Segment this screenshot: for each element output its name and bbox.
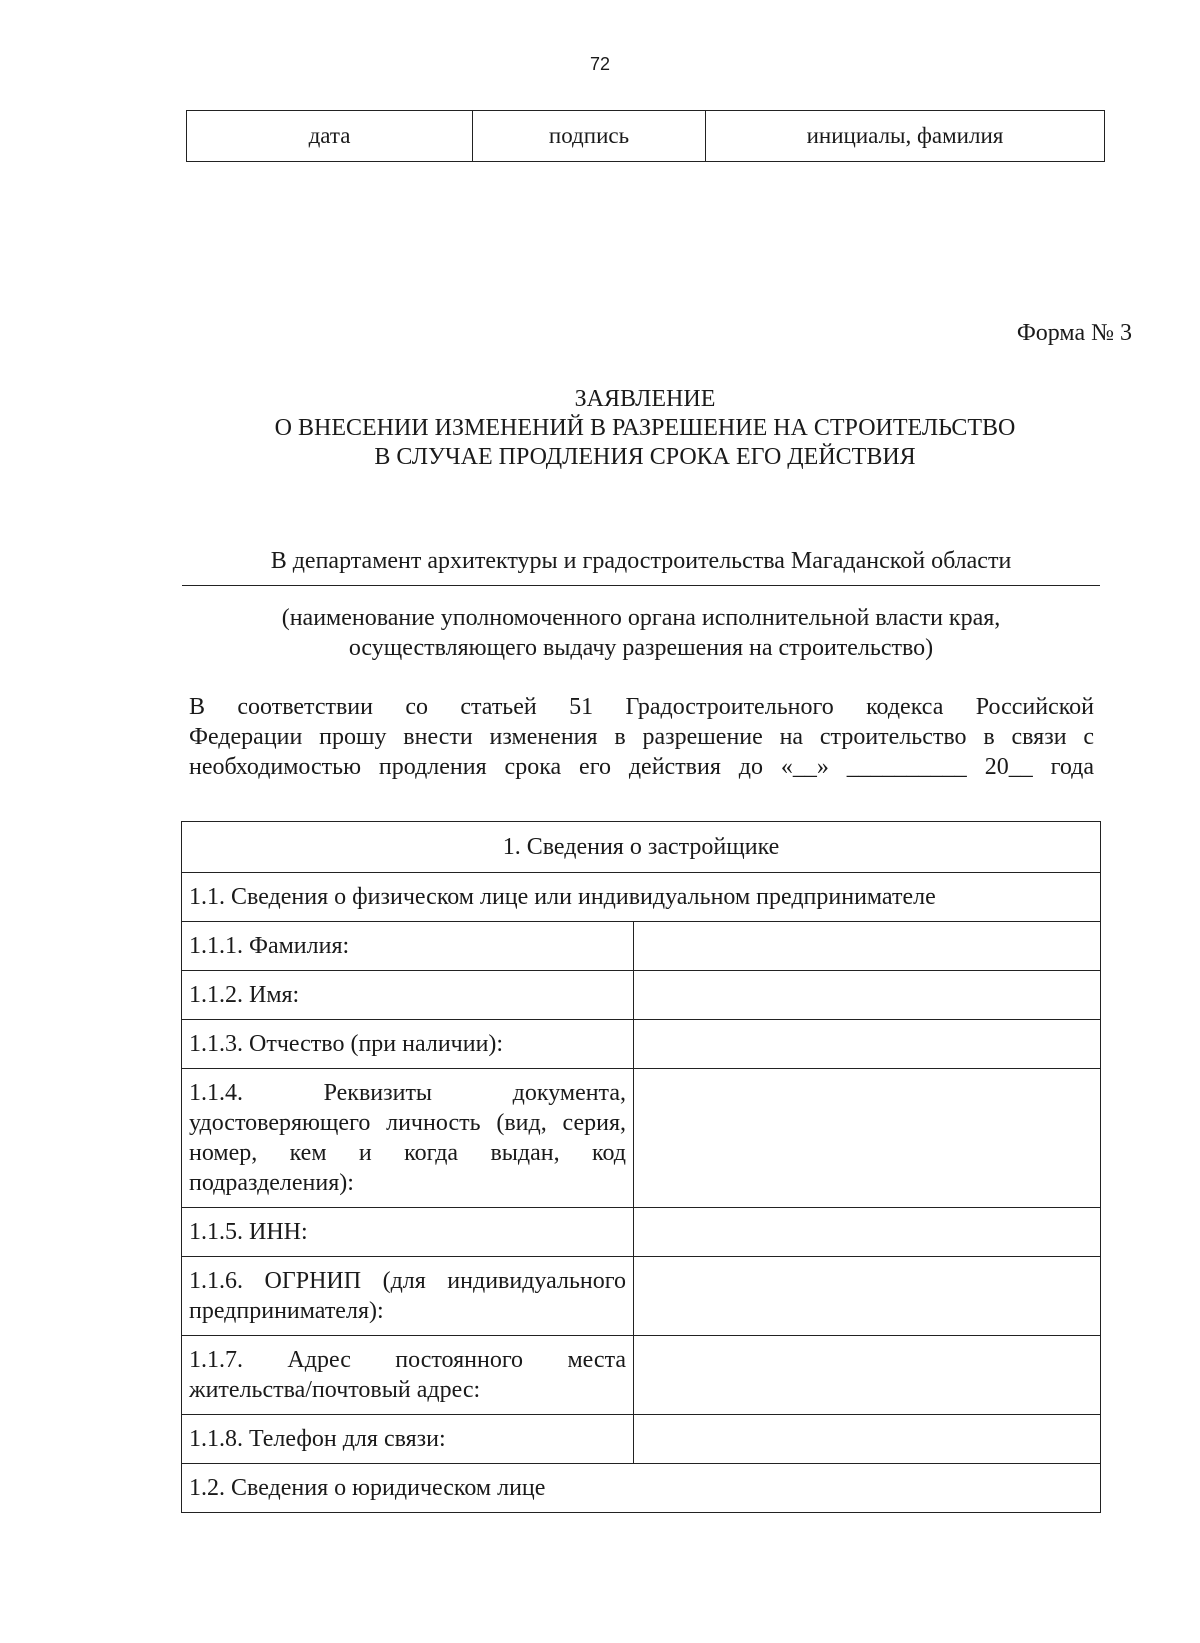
signature-table (186, 110, 1105, 162)
field-label-phone: 1.1.8. Телефон для связи: (182, 1415, 634, 1464)
field-value-ogrnip[interactable] (634, 1257, 1101, 1336)
field-value-name[interactable] (634, 971, 1101, 1020)
field-label-inn: 1.1.5. ИНН: (182, 1208, 634, 1257)
page-number: 72 (589, 54, 611, 74)
table-row (182, 1415, 1101, 1464)
request-text (189, 692, 1094, 782)
recipient-caption-line-2: осуществляющего выдачу разрешения на строительство) (348, 635, 934, 661)
section-heading-developer: 1. Сведения о застройщике (182, 822, 1101, 873)
date-cell: дата (187, 111, 473, 162)
field-label-id-document: 1.1.4. Реквизиты документа, удостоверяющего личность (вид, серия, номер, кем и когда выдан, код подразделения): (182, 1069, 634, 1208)
title-line-3: В СЛУЧАЕ ПРОДЛЕНИЯ СРОКА ЕГО ДЕЙСТВИЯ (374, 444, 916, 470)
document-title (186, 385, 1104, 472)
developer-info-table (181, 821, 1101, 1513)
signature-row (187, 111, 1105, 162)
subsection-row (182, 873, 1101, 922)
recipient-line: В департамент архитектуры и градостроительства Магаданской области (270, 548, 1012, 574)
title-line-1: ЗАЯВЛЕНИЕ (574, 386, 716, 412)
field-label-ogrnip: 1.1.6. ОГРНИП (для индивидуального предпринимателя): (182, 1257, 634, 1336)
request-line-3: необходимостью продления срока его действия до «__» __________ 20__ года (189, 754, 1094, 780)
recipient-underline (182, 585, 1100, 586)
field-label-address: 1.1.7. Адрес постоянного места жительства/почтовый адрес: (182, 1336, 634, 1415)
table-row (182, 1257, 1101, 1336)
field-value-patronymic[interactable] (634, 1020, 1101, 1069)
table-row (182, 1020, 1101, 1069)
field-value-phone[interactable] (634, 1415, 1101, 1464)
field-value-inn[interactable] (634, 1208, 1101, 1257)
initials-cell: инициалы, фамилия (706, 111, 1105, 162)
request-line-2: Федерации прошу внести изменения в разрешение на строительство в связи с (189, 724, 1094, 750)
recipient-caption-line-1: (наименование уполномоченного органа исполнительной власти края, (281, 605, 1001, 631)
table-row (182, 971, 1101, 1020)
field-label-surname: 1.1.1. Фамилия: (182, 922, 634, 971)
signature-cell: подпись (473, 111, 706, 162)
field-value-id-document[interactable] (634, 1069, 1101, 1208)
section-row (182, 822, 1101, 873)
table-row (182, 1208, 1101, 1257)
form-number: Форма № 3 (1016, 320, 1132, 346)
request-line-1: В соответствии со статьей 51 Градостроительного кодекса Российской (189, 694, 1094, 720)
title-line-2: О ВНЕСЕНИИ ИЗМЕНЕНИЙ В РАЗРЕШЕНИЕ НА СТРОИТЕЛЬСТВО (274, 415, 1016, 441)
field-label-name: 1.1.2. Имя: (182, 971, 634, 1020)
field-value-surname[interactable] (634, 922, 1101, 971)
subsection-heading-legal-entity: 1.2. Сведения о юридическом лице (182, 1464, 1101, 1513)
recipient-caption (182, 603, 1100, 663)
subsection-heading-individual: 1.1. Сведения о физическом лице или индивидуальном предпринимателе (182, 873, 1101, 922)
subsection-row (182, 1464, 1101, 1513)
table-row (182, 922, 1101, 971)
table-row (182, 1336, 1101, 1415)
field-label-patronymic: 1.1.3. Отчество (при наличии): (182, 1020, 634, 1069)
field-value-address[interactable] (634, 1336, 1101, 1415)
table-row (182, 1069, 1101, 1208)
